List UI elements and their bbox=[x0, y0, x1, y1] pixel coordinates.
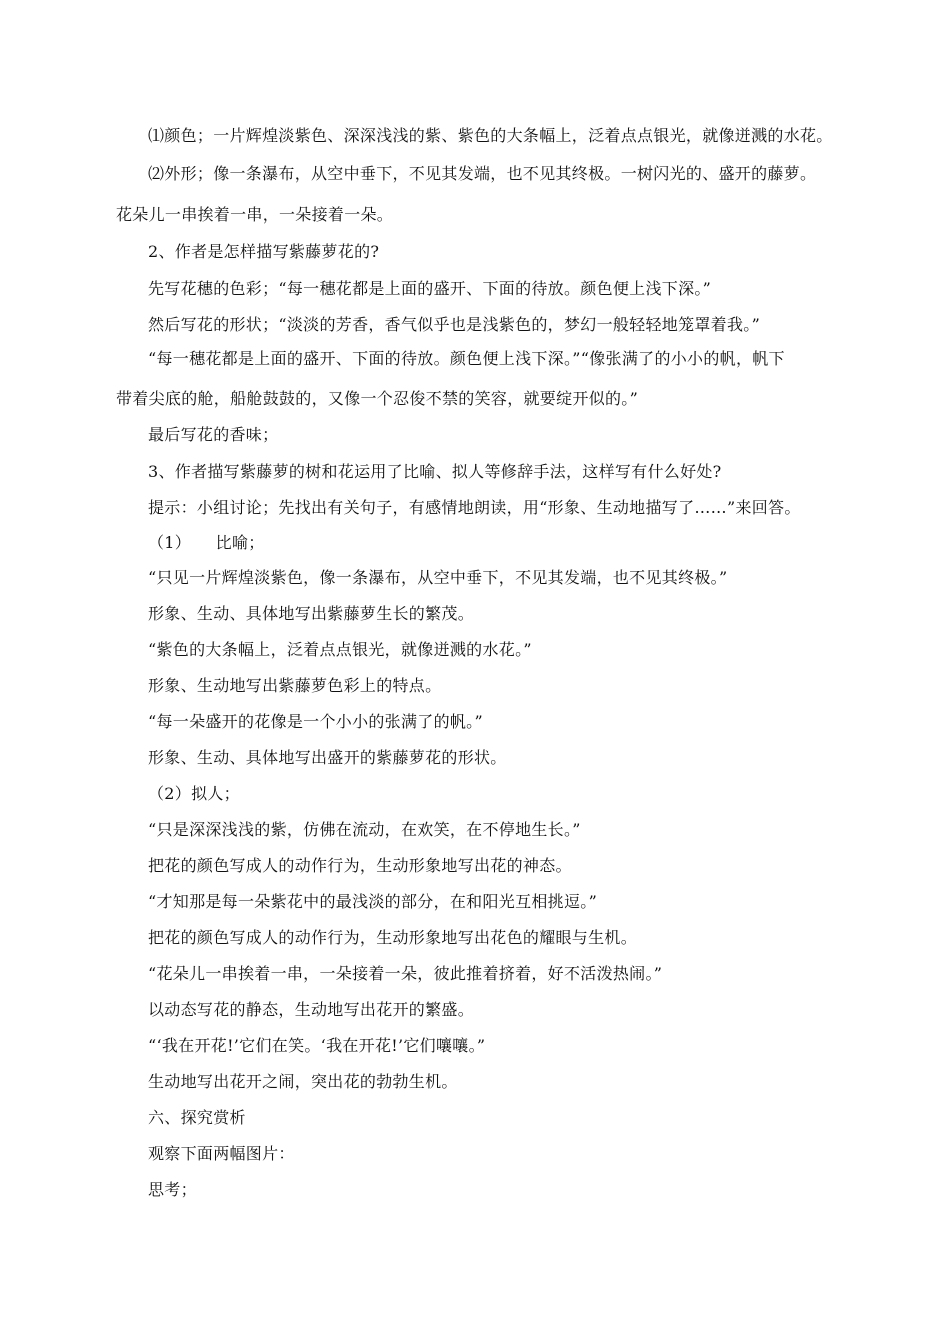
section-heading: 六、探究赏析 bbox=[148, 1108, 246, 1127]
text-line: 形象、生动、具体地写出盛开的紫藤萝花的形状。 bbox=[148, 748, 507, 767]
text-line: （2）拟人； bbox=[148, 784, 240, 803]
text-line: （1） 比喻； bbox=[148, 533, 265, 552]
text-line: 形象、生动、具体地写出紫藤萝生长的繁茂。 bbox=[148, 604, 475, 623]
text-line: “只是深深浅浅的紫，仿佛在流动，在欢笑，在不停地生长。” bbox=[148, 820, 581, 839]
text-line: 然后写花的形状；“淡淡的芳香，香气似乎也是浅紫色的，梦幻一般轻轻地笼罩着我。” bbox=[148, 315, 761, 334]
text-line: 把花的颜色写成人的动作行为，生动形象地写出花色的耀眼与生机。 bbox=[148, 928, 638, 947]
text-line: “‘我在开花!’它们在笑。‘我在开花!’它们嚷嚷。” bbox=[148, 1036, 486, 1055]
text-line: 最后写花的香味； bbox=[148, 425, 279, 444]
text-line: ⑴颜色；一片辉煌淡紫色、深深浅浅的紫、紫色的大条幅上，泛着点点银光，就像迸溅的水花。 bbox=[148, 126, 833, 145]
text-line: ⑵外形；像一条瀑布，从空中垂下，不见其发端，也不见其终极。一树闪光的、盛开的藤萝。 bbox=[148, 164, 817, 183]
text-line: 提示：小组讨论；先找出有关句子，有感情地朗读，用“形象、生动地描写了……”来回答。 bbox=[148, 498, 801, 517]
text-line: “紫色的大条幅上，泛着点点银光，就像迸溅的水花。” bbox=[148, 640, 532, 659]
text-line: 以动态写花的静态，生动地写出花开的繁盛。 bbox=[148, 1000, 475, 1019]
text-line: 把花的颜色写成人的动作行为，生动形象地写出花的神态。 bbox=[148, 856, 572, 875]
text-line: “每一朵盛开的花像是一个小小的张满了的帆。” bbox=[148, 712, 483, 731]
text-line: 花朵儿一串挨着一串，一朵接着一朵。 bbox=[116, 205, 394, 224]
text-line: “花朵儿一串挨着一串，一朵接着一朵，彼此推着挤着，好不活泼热闹。” bbox=[148, 964, 663, 983]
text-line: 2、作者是怎样描写紫藤萝花的? bbox=[148, 242, 380, 261]
text-line: 3、作者描写紫藤萝的树和花运用了比喻、拟人等修辞手法，这样写有什么好处? bbox=[148, 462, 722, 481]
text-line: 形象、生动地写出紫藤萝色彩上的特点。 bbox=[148, 676, 442, 695]
text-line: 观察下面两幅图片： bbox=[148, 1144, 295, 1163]
text-line: “每一穗花都是上面的盛开、下面的待放。颜色便上浅下深。”“像张满了的小小的帆，帆下 bbox=[148, 349, 785, 368]
text-line: 生动地写出花开之闹，突出花的勃勃生机。 bbox=[148, 1072, 458, 1091]
text-line: “只见一片辉煌淡紫色，像一条瀑布，从空中垂下，不见其发端，也不见其终极。” bbox=[148, 568, 728, 587]
text-line: 带着尖底的舱，船舱鼓鼓的，又像一个忍俊不禁的笑容，就要绽开似的。” bbox=[116, 389, 639, 408]
text-line: 思考； bbox=[148, 1180, 197, 1199]
text-line: 先写花穗的色彩；“每一穗花都是上面的盛开、下面的待放。颜色便上浅下深。” bbox=[148, 279, 712, 298]
text-line: “才知那是每一朵紫花中的最浅淡的部分，在和阳光互相挑逗。” bbox=[148, 892, 598, 911]
